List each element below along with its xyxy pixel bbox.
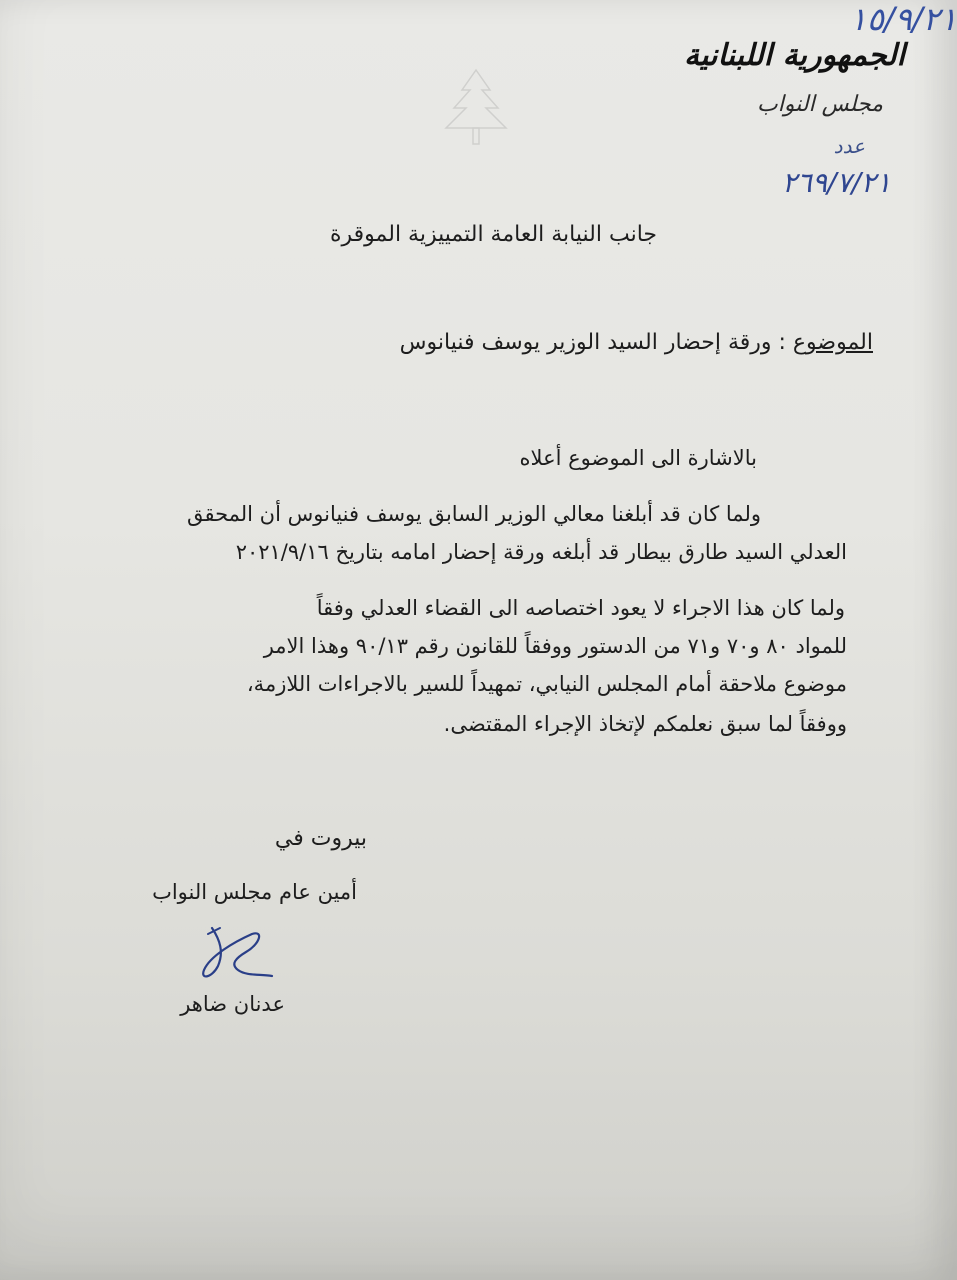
signature-icon: [190, 920, 280, 990]
para1-line-1: ولما كان قد أبلغنا معالي الوزير السابق يوسف فنيانوس أن المحقق: [186, 502, 761, 526]
para2-line-1: ولما كان هذا الاجراء لا يعود اختصاصه الى القضاء العدلي وفقاً: [316, 596, 845, 620]
handwritten-date: ١٥/٩/٢١: [849, 0, 957, 38]
reference-line: بالاشارة الى الموضوع أعلاه: [519, 446, 757, 470]
secretary-general-title: أمين عام مجلس النواب: [152, 880, 357, 904]
letterhead-subtitle: مجلس النواب: [757, 92, 883, 117]
addressee: جانب النيابة العامة التمييزية الموقرة: [329, 222, 657, 247]
para2-line-2: للمواد ٨٠ و٧٠ و٧١ من الدستور ووفقاً للقانون رقم ٩٠/١٣ وهذا الامر: [263, 634, 847, 658]
signer-name: عدنان ضاهر: [180, 992, 285, 1016]
subject-text: : ورقة إحضار السيد الوزير يوسف فنيانوس: [399, 330, 793, 355]
letterhead-title: الجمهورية اللبنانية: [683, 38, 905, 73]
para2-line-3: موضوع ملاحقة أمام المجلس النيابي، تمهيداً للسير بالاجراءات اللازمة،: [246, 672, 847, 696]
para2-line-4: ووفقاً لما سبق نعلمكم لإتخاذ الإجراء المقتضى.: [443, 712, 847, 736]
subject-line: [400, 330, 873, 355]
reference-number: ٢٦٩/٧/٢١: [781, 166, 891, 199]
subject-label: الموضوع: [792, 330, 873, 355]
para1-line-2: العدلي السيد طارق بيطار قد أبلغه ورقة إحضار امامه بتاريخ ٢٠٢١/٩/١٦: [235, 540, 847, 564]
place-date-label: بيروت في: [274, 826, 367, 851]
cedar-emblem-icon: [436, 64, 516, 154]
reference-label: عدد: [833, 134, 865, 158]
